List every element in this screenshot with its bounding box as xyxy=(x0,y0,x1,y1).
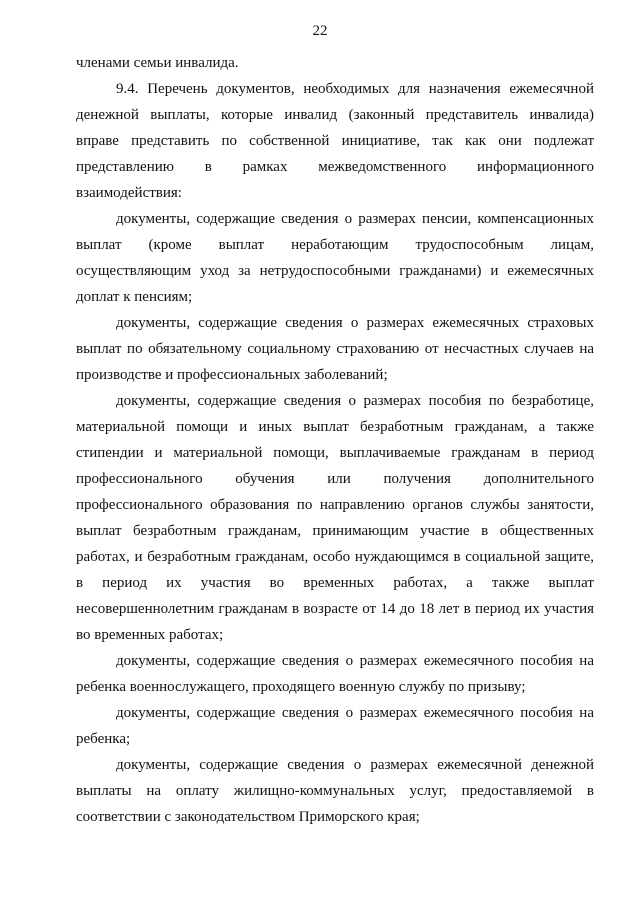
document-body xyxy=(76,50,594,830)
paragraph-continuation: членами семьи инвалида. xyxy=(76,55,239,71)
page-number: 22 xyxy=(312,23,328,39)
paragraph-unemployment-documents: документы, содержащие сведения о размерах пособия по безработице, материальной помощи и иных выплат безработным гражданам, а также стипендии и материальной помощи, выплачиваемые гражданам в период профессионального обучения или получения дополнительного профессионального образования по направлению органов службы занятости, выплат безработным гражданам, принимающим участие в общественных работах, и безработным гражданам, особо нуждающимся в социальной защите, в период их участия во временных работах, а также выплат несовершеннолетним гражданам в возрасте от 14 до 18 лет в период их участия во временных работах; xyxy=(76,393,594,643)
paragraph-pension-documents: документы, содержащие сведения о размерах пенсии, компенсационных выплат (кроме выплат неработающим трудоспособным лицам, осуществляющим уход за нетрудоспособными гражданами) и ежемесячных доплат к пенсиям; xyxy=(76,211,594,305)
paragraph-insurance-documents: документы, содержащие сведения о размерах ежемесячных страховых выплат по обязательному социальному страхованию от несчастных случаев на производстве и профессиональных заболеваний; xyxy=(76,315,594,383)
paragraph-child-benefit: документы, содержащие сведения о размерах ежемесячного пособия на ребенка; xyxy=(76,705,594,747)
paragraph-housing-payment: документы, содержащие сведения о размерах ежемесячной денежной выплаты на оплату жилищно-коммунальных услуг, предоставляемой в соответствии с законодательством Приморского края; xyxy=(76,757,594,825)
paragraph-item-9-4: 9.4. Перечень документов, необходимых для назначения ежемесячной денежной выплаты, которые инвалид (законный представитель инвалида) вправе представить по собственной инициативе, так как они подлежат представлению в рамках межведомственного информационного взаимодействия: xyxy=(76,81,594,201)
paragraph-military-child-benefit: документы, содержащие сведения о размерах ежемесячного пособия на ребенка военнослужащего, проходящего военную службу по призыву; xyxy=(76,653,594,695)
